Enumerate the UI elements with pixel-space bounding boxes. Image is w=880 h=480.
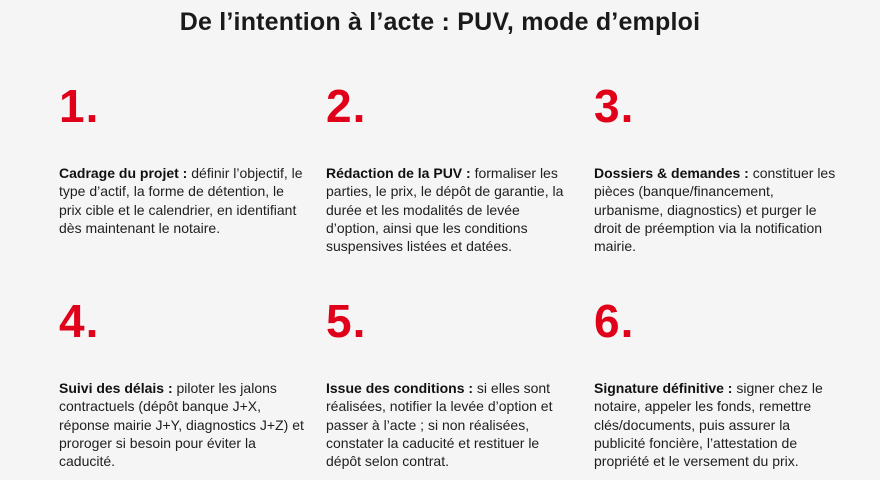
page-title: De l’intention à l’acte : PUV, mode d’emploi	[179, 7, 701, 36]
step-number: 1.	[59, 80, 100, 132]
step-description	[326, 164, 574, 255]
step-description	[594, 164, 842, 255]
step-lead: Issue des conditions :	[326, 380, 474, 396]
step-number: 5.	[326, 295, 367, 347]
step-2	[326, 80, 574, 255]
step-body: si elles sont réalisées, notifier la levée d’option et passer à l’acte ; si non réalisées, constater la caducité et restituer le dépôt selon contrat.	[326, 380, 553, 470]
step-lead: Dossiers & demandes :	[594, 165, 749, 181]
step-number: 3.	[594, 80, 635, 132]
step-number: 4.	[59, 295, 100, 347]
step-description	[59, 164, 307, 237]
step-body: constituer les pièces (banque/financement, urbanisme, diagnostics) et purger le droit de préemption via la notification mairie.	[594, 165, 836, 255]
step-6	[594, 295, 842, 470]
step-body: piloter les jalons contractuels (dépôt banque J+X, réponse mairie J+Y, diagnostics J+Z) et proroger si besoin pour éviter la caducité.	[59, 380, 304, 470]
step-description	[59, 379, 307, 470]
step-lead: Cadrage du projet :	[59, 165, 188, 181]
step-3	[594, 80, 842, 255]
step-lead: Suivi des délais :	[59, 380, 173, 396]
step-body: formaliser les parties, le prix, le dépôt de garantie, la durée et les modalités de levée d’option, ainsi que les conditions suspensives listées et datées.	[326, 165, 564, 255]
step-5	[326, 295, 574, 470]
step-body: signer chez le notaire, appeler les fonds, remettre clés/documents, puis assurer la publicité foncière, l’attestation de propriété et le versement du prix.	[594, 380, 823, 470]
step-4	[59, 295, 307, 470]
step-lead: Signature définitive :	[594, 380, 733, 396]
step-number: 6.	[594, 295, 635, 347]
step-1	[59, 80, 307, 237]
step-lead: Rédaction de la PUV :	[326, 165, 471, 181]
step-description	[594, 379, 842, 470]
step-number: 2.	[326, 80, 367, 132]
step-description	[326, 379, 574, 470]
step-body: définir l’objectif, le type d’actif, la forme de détention, le prix cible et le calendrier, en identifiant dès maintenant le notaire.	[59, 165, 303, 236]
